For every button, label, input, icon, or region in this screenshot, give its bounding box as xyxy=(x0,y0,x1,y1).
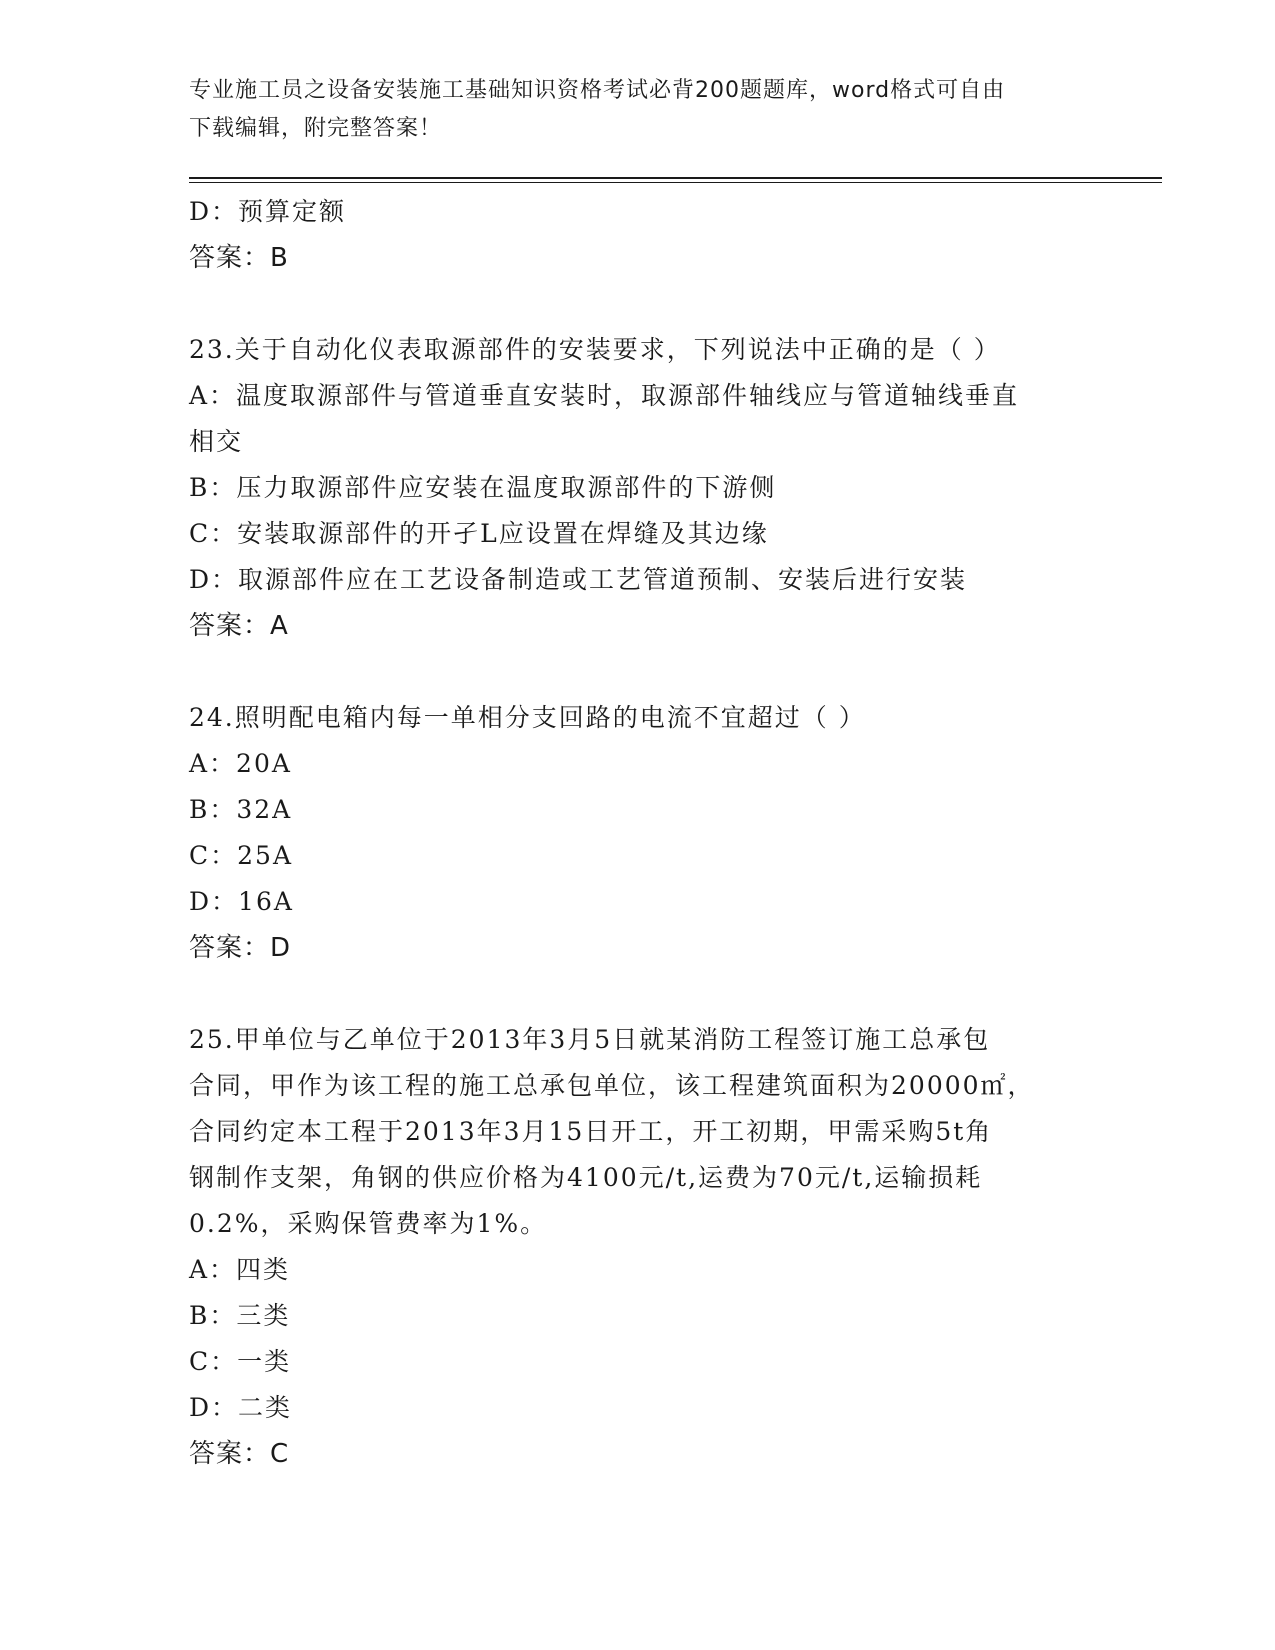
q23-answer: 答案：A xyxy=(189,611,289,641)
q25-option-b: B：三类 xyxy=(189,1301,291,1330)
q24-option-a: A：20A xyxy=(189,749,292,778)
header-rule-thick xyxy=(189,177,1162,179)
q24-option-d: D：16A xyxy=(189,887,294,916)
q23-option-b: B：压力取源部件应安装在温度取源部件的下游侧 xyxy=(189,473,777,502)
q22-option-d: D：预算定额 xyxy=(189,197,347,226)
q25-stem-line-1: 25.甲单位与乙单位于2013年3月5日就某消防工程签订施工总承包 xyxy=(189,1025,991,1054)
q24-answer: 答案：D xyxy=(189,933,292,963)
q25-option-d: D：二类 xyxy=(189,1393,293,1422)
header-line-2: 下载编辑，附完整答案！ xyxy=(189,116,443,141)
q25-stem-line-4: 钢制作支架，角钢的供应价格为4100元/t,运费为70元/t,运输损耗 xyxy=(189,1163,983,1192)
document-header xyxy=(189,72,1079,148)
q23-option-a-continued: 相交 xyxy=(189,427,244,456)
spacer xyxy=(189,971,1089,1017)
spacer xyxy=(189,649,1089,695)
q24-option-c: C：25A xyxy=(189,841,293,870)
q25-stem-line-5: 0.2%，采购保管费率为1%。 xyxy=(189,1209,548,1238)
q23-option-c: C：安装取源部件的开孑L应设置在焊缝及其边缘 xyxy=(189,519,769,548)
q25-stem-line-2: 合同，甲作为该工程的施工总承包单位，该工程建筑面积为20000㎡， xyxy=(189,1071,1035,1100)
q25-answer: 答案：C xyxy=(189,1439,290,1469)
q24-option-b: B：32A xyxy=(189,795,293,824)
q25-option-c: C：一类 xyxy=(189,1347,292,1376)
header-line-1: 专业施工员之设备安装施工基础知识资格考试必背200题题库，word格式可自由 xyxy=(189,78,1006,103)
q23-option-d: D：取源部件应在工艺设备制造或工艺管道预制、安装后进行安装 xyxy=(189,565,968,594)
q24-stem: 24.照明配电箱内每一单相分支回路的电流不宜超过（ ） xyxy=(189,703,866,732)
q22-answer: 答案：B xyxy=(189,243,289,273)
question-content xyxy=(189,189,1089,1477)
q23-stem: 23.关于自动化仪表取源部件的安装要求，下列说法中正确的是（ ） xyxy=(189,335,1001,364)
header-rule-thin xyxy=(189,182,1162,183)
q25-stem-line-3: 合同约定本工程于2013年3月15日开工，开工初期，甲需采购5t角 xyxy=(189,1117,993,1146)
q25-option-a: A：四类 xyxy=(189,1255,291,1284)
spacer xyxy=(189,281,1089,327)
q23-option-a: A：温度取源部件与管道垂直安装时，取源部件轴线应与管道轴线垂直 xyxy=(189,381,1020,410)
